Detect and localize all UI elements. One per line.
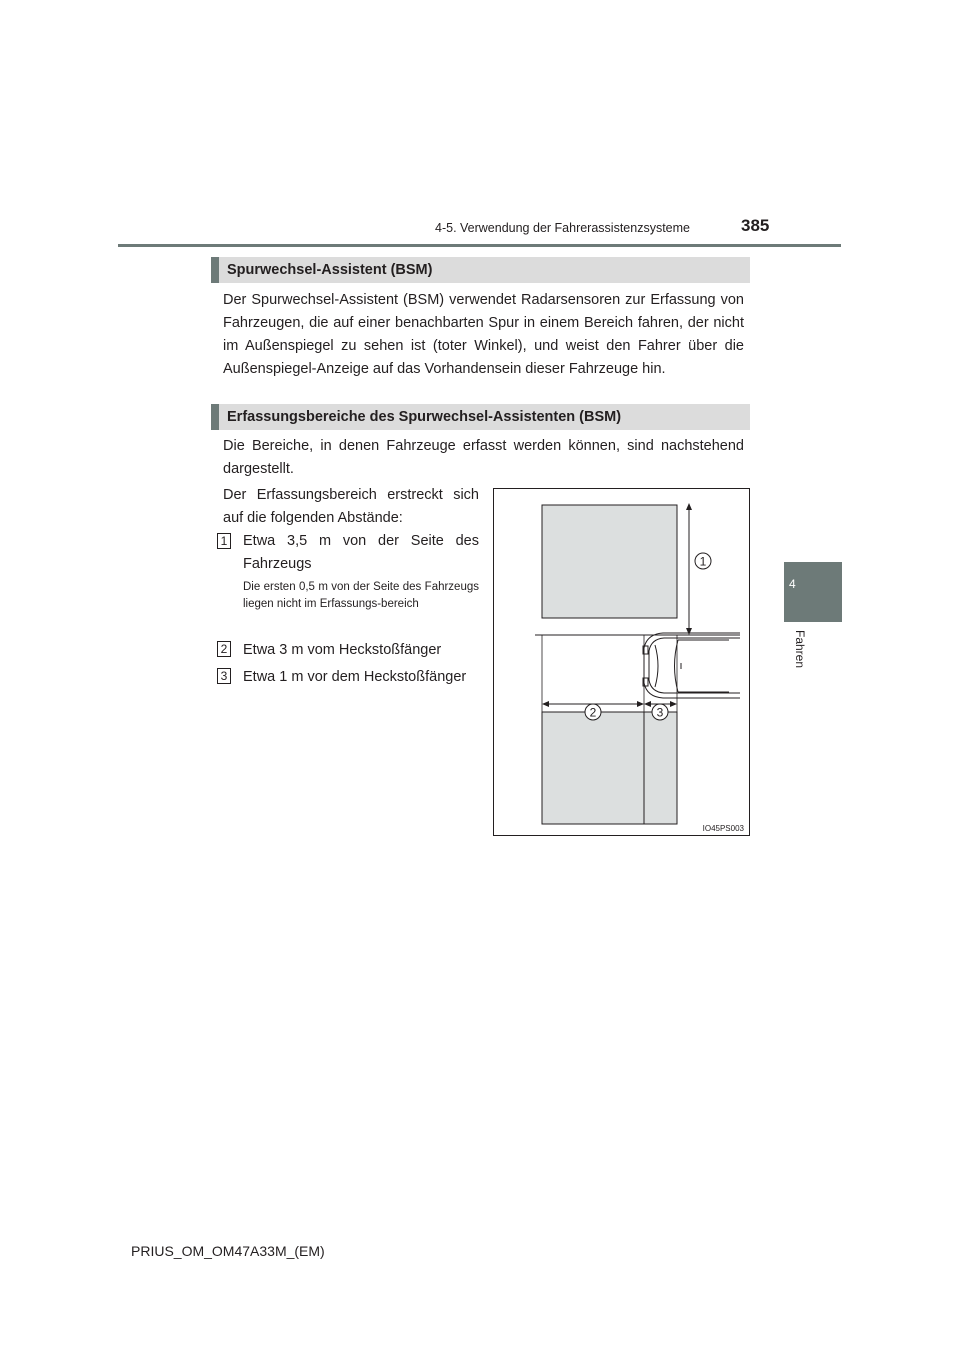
- figure-code: IO45PS003: [702, 824, 744, 833]
- section-paragraph-bsm: Der Spurwechsel-Assistent (BSM) verwendet Radarsensoren zur Erfassung von Fahrzeugen, die auf einer benachbarten Spur in einem Bereich fahren, der nicht im Außenspiegel zu sehen ist (toter Winkel), und weist den Fahrer über die Außenspiegel-Anzeige auf das Vorhandensein dieser Fahrzeuge hin.: [223, 292, 744, 377]
- section-heading-bsm: Spurwechsel-Assistent (BSM): [211, 257, 750, 283]
- chapter-tab-number: 4: [789, 577, 796, 591]
- rear-detection-zone: [542, 712, 677, 824]
- figure-callout-3: 3: [656, 705, 664, 720]
- item-number-1: 1: [217, 533, 231, 549]
- item-text-3: Etwa 1 m vor dem Heckstoßfänger: [243, 669, 467, 685]
- page-number: 385: [741, 216, 770, 235]
- item-number-3: 3: [217, 668, 231, 684]
- detection-range-intro: Der Erfassungsbereich erstreckt sich auf die folgenden Abstände:: [223, 487, 479, 526]
- footer-document-id: PRIUS_OM_OM47A33M_(EM): [131, 1243, 325, 1259]
- item-text-2: Etwa 3 m vom Heckstoßfänger: [243, 642, 442, 658]
- chapter-tab-label: Fahren: [793, 630, 807, 669]
- header-section-title: 4-5. Verwendung der Fahrerassistenzsysteme: [435, 221, 690, 235]
- item-note-1: Die ersten 0,5 m von der Seite des Fahrzeugs liegen nicht im Erfassungs-bereich: [243, 581, 479, 610]
- header-rule: [118, 244, 841, 247]
- figure-callout-2: 2: [589, 705, 597, 720]
- side-detection-zone: [542, 505, 677, 618]
- item-number-2: 2: [217, 641, 231, 657]
- detection-area-figure: [493, 488, 750, 836]
- chapter-tab: [784, 562, 842, 622]
- figure-callout-1: 1: [699, 554, 707, 569]
- detection-areas-paragraph: Die Bereiche, in denen Fahrzeuge erfasst werden können, sind nachstehend dargestellt.: [223, 438, 744, 477]
- section-heading-detection-areas: Erfassungsbereiche des Spurwechsel-Assistenten (BSM): [211, 404, 750, 430]
- item-text-1: Etwa 3,5 m von der Seite des Fahrzeugs: [243, 533, 479, 572]
